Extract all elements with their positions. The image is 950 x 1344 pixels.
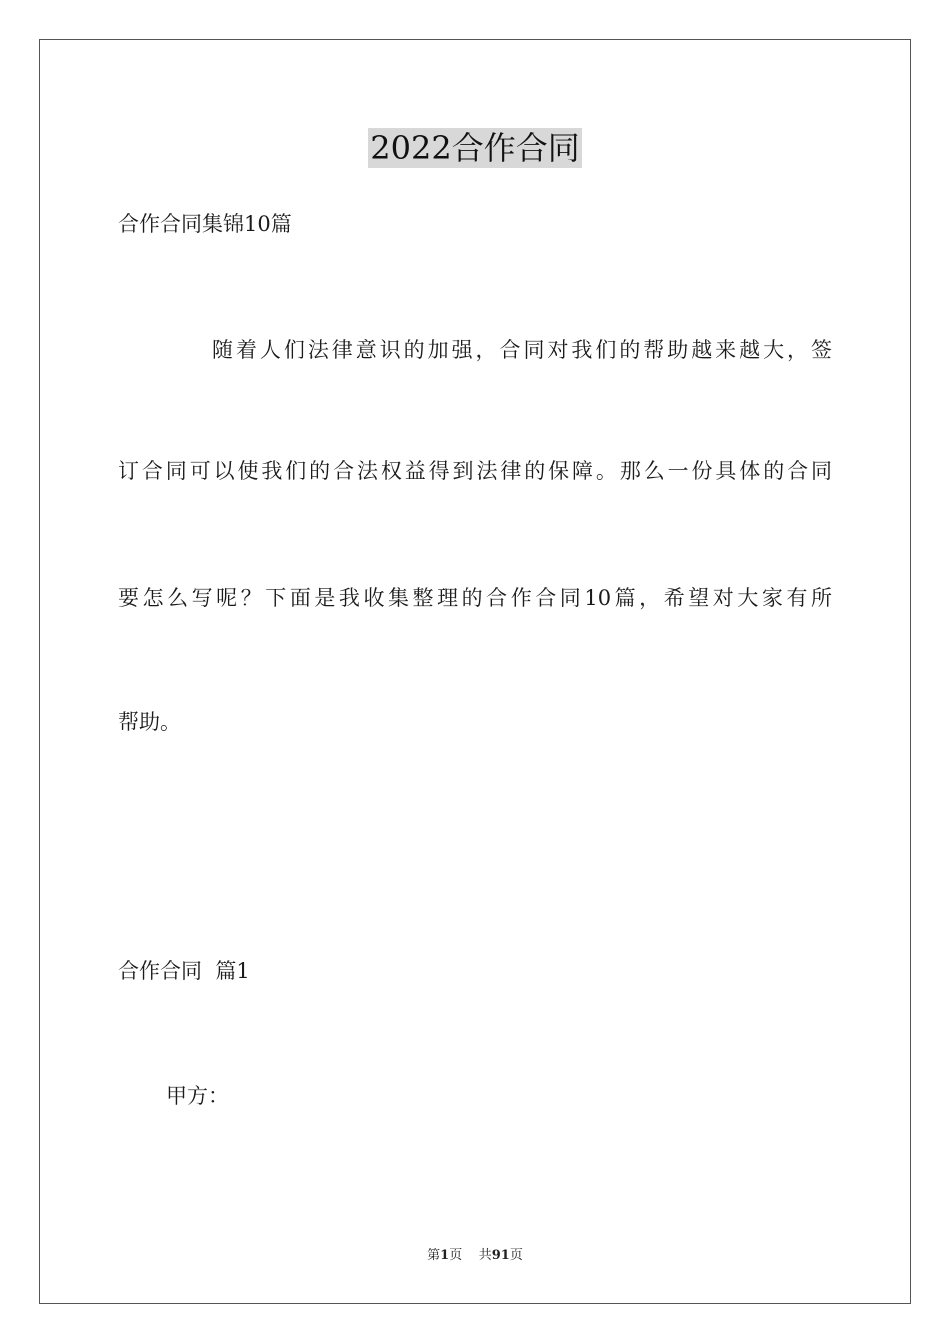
footer-page-prefix: 第	[427, 1248, 441, 1263]
intro-line-1: 随着人们法律意识的加强，合同对我们的帮助越来越大，签	[212, 338, 832, 362]
footer-page-unit: 页	[449, 1248, 463, 1263]
intro-line-3: 要怎么写呢？下面是我收集整理的合作合同10篇，希望对大家有所	[118, 586, 832, 610]
intro-line-4: 帮助。	[118, 710, 181, 734]
footer-total-unit: 页	[509, 1248, 523, 1263]
page-footer	[0, 1247, 950, 1265]
document-title: 2022合作合同	[370, 129, 580, 167]
title-container	[0, 128, 950, 168]
party-a-label: 甲方：	[166, 1084, 229, 1108]
intro-line-2: 订合同可以使我们的合法权益得到法律的保障。那么一份具体的合同	[118, 459, 832, 483]
footer-page-number: 1	[440, 1248, 450, 1263]
footer-total-prefix: 共	[478, 1248, 492, 1263]
document-subtitle: 合作合同集锦10篇	[118, 212, 292, 236]
section-heading: 合作合同 篇1	[118, 959, 250, 983]
footer-total-pages: 91	[491, 1248, 510, 1263]
